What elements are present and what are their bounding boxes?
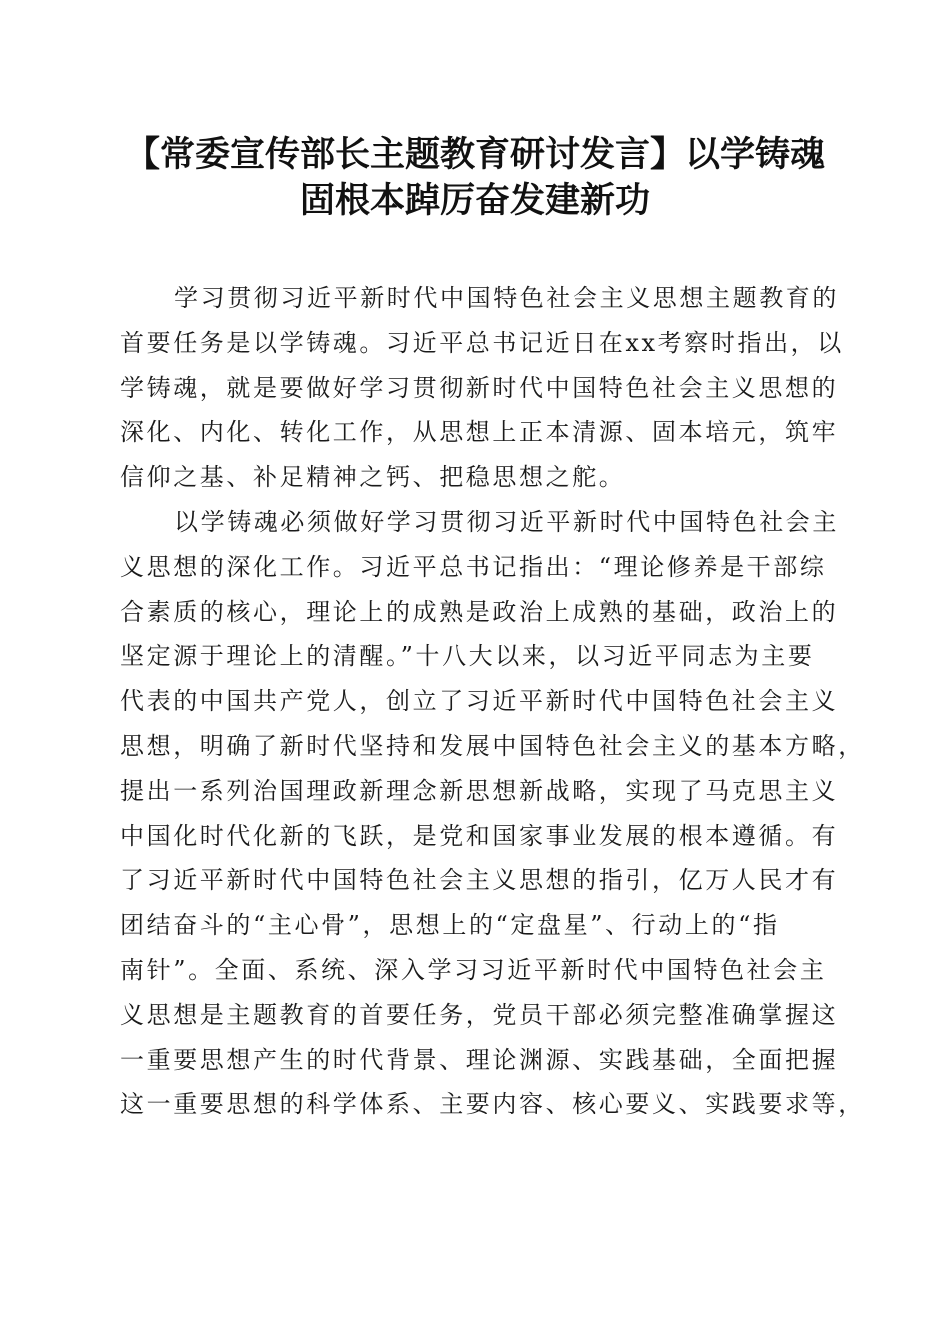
paragraph-line: 学铸魂，就是要做好学习贯彻新时代中国特色社会主义思想的 [120, 373, 839, 402]
paragraph-line: 中国化时代化新的飞跃，是党和国家事业发展的根本遵循。有 [120, 821, 839, 850]
paragraph-line: 合素质的核心，理论上的成熟是政治上成熟的基础，政治上的 [120, 597, 839, 626]
paragraph-line: 了习近平新时代中国特色社会主义思想的指引，亿万人民才有 [120, 866, 839, 895]
paragraph-line: 以学铸魂必须做好学习贯彻习近平新时代中国特色社会主 [174, 507, 839, 536]
paragraph-line: 学习贯彻习近平新时代中国特色社会主义思想主题教育的 [174, 284, 839, 312]
paragraph-line: 这一重要思想的科学体系、主要内容、核心要义、实践要求等， [120, 1090, 865, 1119]
paragraph-line: 代表的中国共产党人，创立了习近平新时代中国特色社会主义 [120, 687, 839, 716]
paragraph-line: 一重要思想产生的时代背景、理论渊源、实践基础，全面把握 [120, 1045, 839, 1074]
title-line-1: 【常委宣传部长主题教育研讨发言】以学铸魂 [124, 134, 825, 175]
paragraph-2 [120, 500, 865, 1127]
paragraph-line: 思想，明确了新时代坚持和发展中国特色社会主义的基本方略， [120, 731, 865, 760]
document-body [120, 276, 865, 1127]
paragraph-line: 提出一系列治国理政新理念新思想新战略，实现了马克思主义 [120, 776, 839, 805]
title-line-2: 固根本踔厉奋发建新功 [299, 180, 650, 221]
paragraph-line: 深化、内化、转化工作，从思想上正本清源、固本培元，筑牢 [120, 418, 839, 447]
paragraph-line: 义思想的深化工作。习近平总书记指出：“理论修养是干部综 [120, 552, 827, 581]
paragraph-line: 团结奋斗的“主心骨”，思想上的“定盘星”、行动上的“指 [120, 911, 780, 940]
paragraph-line: 南针”。全面、系统、深入学习习近平新时代中国特色社会主 [120, 955, 827, 984]
paragraph-line: 坚定源于理论上的清醒。”十八大以来，以习近平同志为主要 [120, 642, 815, 671]
document-title [100, 132, 850, 224]
paragraph-1 [120, 276, 844, 500]
paragraph-line: 信仰之基、补足精神之钙、把稳思想之舵。 [120, 463, 626, 492]
paragraph-line: 首要任务是以学铸魂。习近平总书记近日在xx考察时指出，以 [120, 328, 844, 357]
paragraph-line: 义思想是主题教育的首要任务，党员干部必须完整准确掌握这 [120, 1000, 839, 1029]
